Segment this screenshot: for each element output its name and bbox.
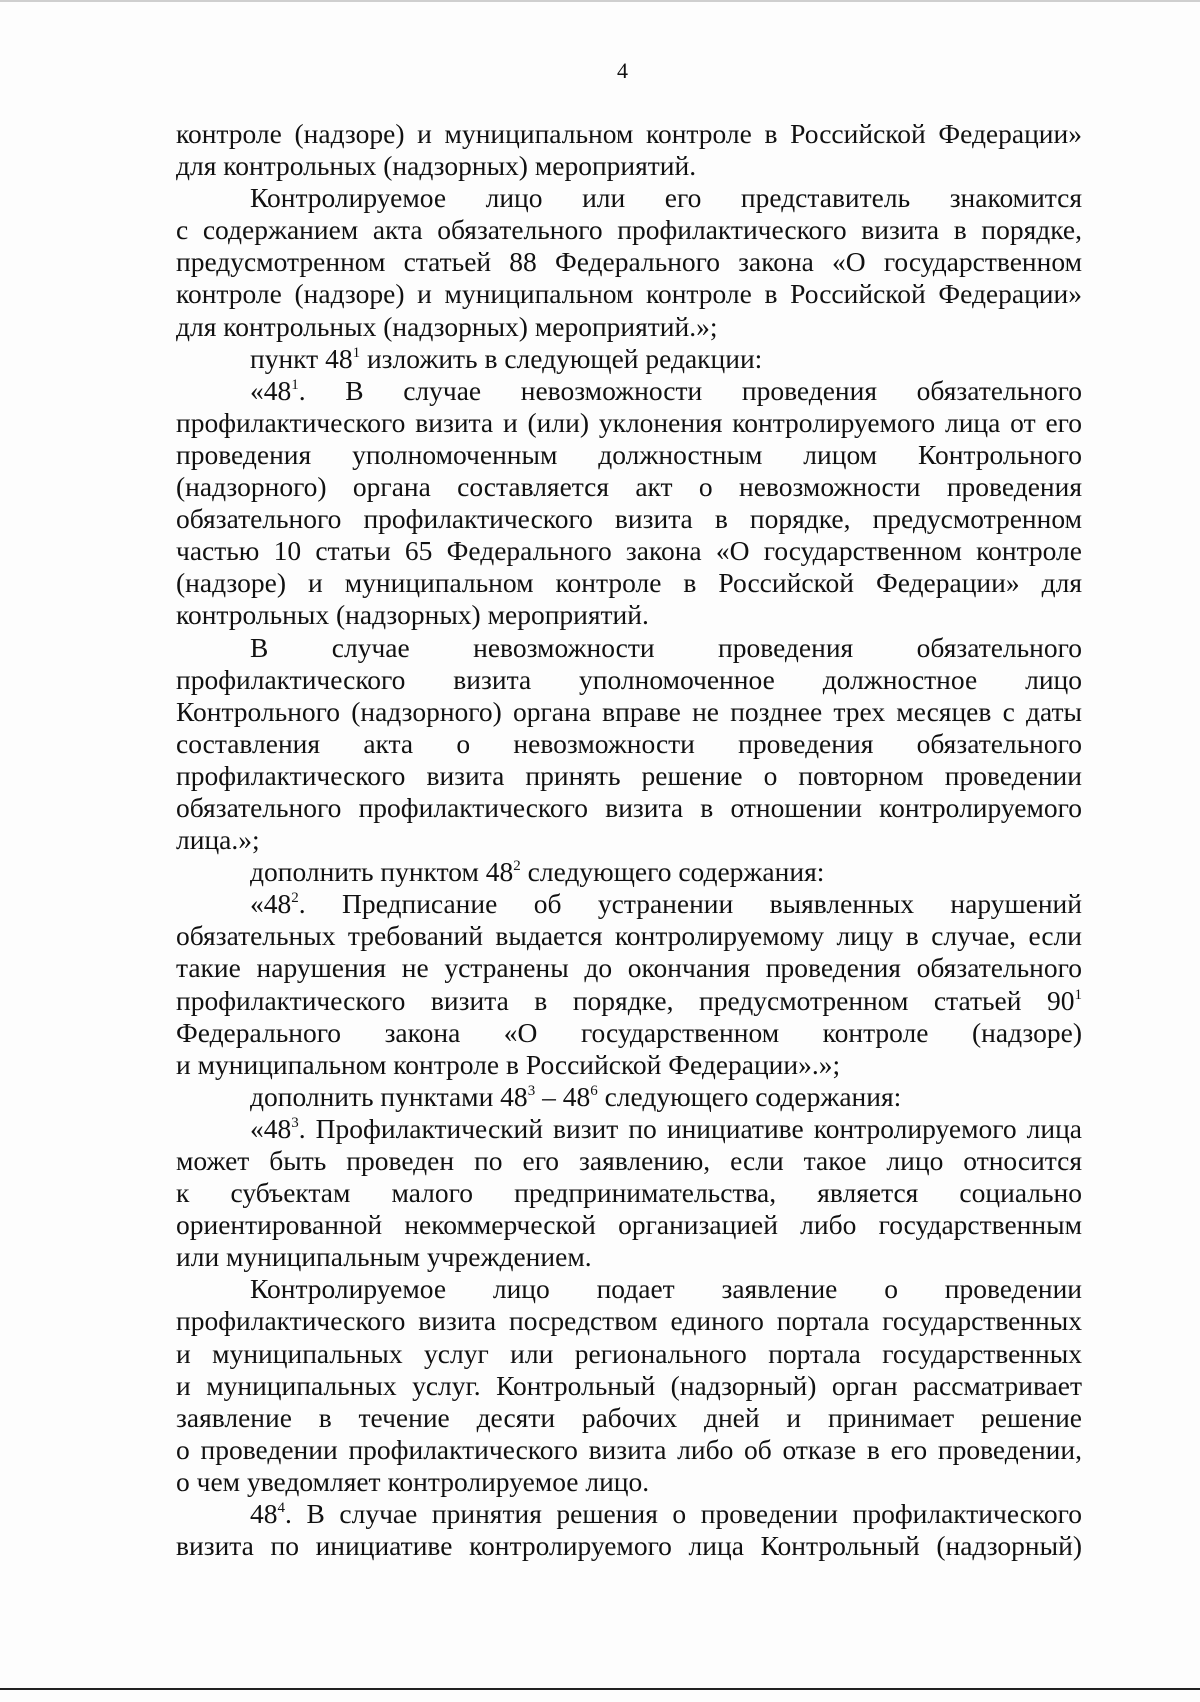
text-run: и муниципальном контроле в Российской Федерации».»; bbox=[176, 1048, 841, 1080]
text-line bbox=[176, 343, 1082, 375]
superscript: 2 bbox=[513, 858, 521, 875]
text-line bbox=[176, 1402, 1082, 1434]
text-line bbox=[176, 278, 1082, 310]
text-line bbox=[176, 1305, 1082, 1337]
superscript: 3 bbox=[527, 1082, 536, 1099]
text-run: заявление в течение десяти рабочих дней и принимает решение bbox=[176, 1401, 1082, 1433]
text-run: о чем уведомляет контролируемое лицо. bbox=[176, 1465, 650, 1497]
text-run: . Предписание об устранении выявленных нарушений bbox=[298, 888, 1082, 920]
text-line bbox=[176, 1434, 1082, 1466]
text-line bbox=[176, 1466, 1082, 1498]
superscript: 1 bbox=[291, 376, 299, 393]
text-run: проведения уполномоченным должностным лицом Контрольного bbox=[176, 438, 1082, 470]
text-line bbox=[176, 696, 1082, 728]
text-line bbox=[176, 1177, 1082, 1209]
text-run: профилактического визита посредством единого портала государственных bbox=[176, 1305, 1082, 1337]
text-line bbox=[176, 1145, 1082, 1177]
text-line bbox=[176, 407, 1082, 439]
text-run: с содержанием акта обязательного профилактического визита в порядке, bbox=[176, 214, 1082, 246]
text-run: для контрольных (надзорных) мероприятий.»; bbox=[176, 310, 718, 342]
text-line bbox=[176, 728, 1082, 760]
text-line bbox=[176, 471, 1082, 503]
text-line bbox=[176, 503, 1082, 535]
text-line bbox=[176, 920, 1082, 952]
text-run: Контролируемое лицо подает заявление о проведении bbox=[250, 1273, 1082, 1305]
text-run: ориентированной некоммерческой организацией либо государственным bbox=[176, 1209, 1082, 1241]
superscript: 6 bbox=[590, 1082, 598, 1099]
text-line bbox=[176, 1370, 1082, 1402]
text-run: (надзорного) органа составляется акт о невозможности проведения bbox=[176, 471, 1082, 503]
text-run: и муниципальных услуг. Контрольный (надзорный) орган рассматривает bbox=[176, 1369, 1082, 1401]
text-line bbox=[176, 888, 1082, 920]
scan-edge-top bbox=[0, 0, 1200, 2]
text-run: к субъектам малого предпринимательства, является социально bbox=[176, 1177, 1082, 1209]
text-run: профилактического визита уполномоченное должностное лицо bbox=[176, 663, 1082, 695]
document-body bbox=[176, 118, 1082, 1562]
text-run: профилактического визита и (или) уклонения контролируемого лица от его bbox=[176, 406, 1082, 438]
text-run: обязательного профилактического визита в порядке, предусмотренном bbox=[176, 503, 1082, 535]
text-run: частью 10 статьи 65 Федерального закона «О государственном контроле bbox=[176, 535, 1082, 567]
text-run: дополнить пунктом 48 bbox=[250, 856, 514, 888]
text-run: «48 bbox=[250, 1112, 292, 1144]
text-line bbox=[176, 214, 1082, 246]
text-run: обязательного профилактического визита в отношении контролируемого bbox=[176, 791, 1082, 823]
text-line bbox=[176, 1081, 1082, 1113]
text-line bbox=[176, 952, 1082, 984]
text-line bbox=[176, 1241, 1082, 1273]
scan-edge-bottom bbox=[0, 1688, 1200, 1690]
text-line bbox=[176, 1049, 1082, 1081]
text-run: и муниципальных услуг или регионального портала государственных bbox=[176, 1337, 1082, 1369]
superscript: 3 bbox=[291, 1114, 299, 1131]
text-run: 48 bbox=[250, 1498, 278, 1530]
text-run: дополнить пунктами 48 bbox=[250, 1080, 528, 1112]
text-run: профилактического визита принять решение о повторном проведении bbox=[176, 759, 1082, 791]
text-line bbox=[176, 535, 1082, 567]
text-line bbox=[176, 1113, 1082, 1145]
text-run: «48 bbox=[250, 888, 292, 920]
text-run: контроле (надзоре) и муниципальном контроле в Российской Федерации» bbox=[176, 278, 1082, 310]
text-run: – 48 bbox=[535, 1080, 591, 1112]
text-line bbox=[176, 118, 1082, 150]
text-run: «48 bbox=[250, 374, 292, 406]
text-line bbox=[176, 1017, 1082, 1049]
text-run: Контрольного (надзорного) органа вправе не позднее трех месяцев с даты bbox=[176, 695, 1082, 727]
text-line bbox=[176, 375, 1082, 407]
text-run: или муниципальным учреждением. bbox=[176, 1241, 592, 1273]
text-line bbox=[176, 792, 1082, 824]
text-line bbox=[176, 246, 1082, 278]
text-line bbox=[176, 760, 1082, 792]
text-run: следующего содержания: bbox=[597, 1080, 902, 1112]
text-line bbox=[176, 824, 1082, 856]
text-line bbox=[176, 599, 1082, 631]
text-line bbox=[176, 1530, 1082, 1562]
text-run: о проведении профилактического визита либо об отказе в его проведении, bbox=[176, 1433, 1082, 1465]
text-run: может быть проведен по его заявлению, если такое лицо относится bbox=[176, 1145, 1082, 1176]
text-run: В случае невозможности проведения обязательного bbox=[250, 631, 1082, 663]
text-line bbox=[176, 150, 1082, 182]
text-line bbox=[176, 632, 1082, 664]
text-run: обязательных требований выдается контролируемому лицу в случае, если bbox=[176, 920, 1082, 952]
text-run: контрольных (надзорных) мероприятий. bbox=[176, 599, 649, 631]
text-run: (надзоре) и муниципальном контроле в Российской Федерации» для bbox=[176, 567, 1082, 599]
text-line bbox=[176, 664, 1082, 696]
text-run: лица.»; bbox=[176, 824, 260, 856]
text-line bbox=[176, 856, 1082, 888]
superscript: 4 bbox=[277, 1500, 285, 1517]
text-run: Федерального закона «О государственном контроле (надзоре) bbox=[176, 1016, 1082, 1048]
text-run: визита по инициативе контролируемого лица Контрольный (надзорный) bbox=[176, 1530, 1082, 1562]
text-run: . Профилактический визит по инициативе контролируемого лица bbox=[298, 1112, 1082, 1144]
text-run: составления акта о невозможности проведения обязательного bbox=[176, 727, 1082, 759]
superscript: 1 bbox=[352, 344, 361, 361]
text-line bbox=[176, 439, 1082, 471]
superscript: 1 bbox=[1074, 986, 1082, 1003]
text-line bbox=[176, 1338, 1082, 1370]
text-run: Контролируемое лицо или его представитель знакомится bbox=[250, 182, 1082, 214]
text-run: пункт 48 bbox=[250, 342, 353, 374]
text-line bbox=[176, 182, 1082, 214]
text-run: такие нарушения не устранены до окончания проведения обязательного bbox=[176, 952, 1082, 984]
text-line bbox=[176, 985, 1082, 1017]
text-run: профилактического визита в порядке, предусмотренном статьей 90 bbox=[176, 984, 1075, 1016]
superscript: 2 bbox=[291, 890, 299, 907]
text-run: контроле (надзоре) и муниципальном контроле в Российской Федерации» bbox=[176, 118, 1082, 149]
text-line bbox=[176, 1273, 1082, 1305]
text-run: изложить в следующей редакции: bbox=[360, 342, 763, 374]
page-number: 4 bbox=[617, 58, 628, 83]
text-run: для контрольных (надзорных) мероприятий. bbox=[176, 150, 697, 182]
text-run: . В случае принятия решения о проведении профилактического bbox=[285, 1498, 1082, 1530]
text-line bbox=[176, 1498, 1082, 1530]
text-run: . В случае невозможности проведения обязательного bbox=[298, 374, 1082, 406]
text-line bbox=[176, 311, 1082, 343]
text-run: следующего содержания: bbox=[520, 856, 825, 888]
text-run: предусмотренном статьей 88 Федерального закона «О государственном bbox=[176, 246, 1082, 278]
text-line bbox=[176, 1209, 1082, 1241]
text-line bbox=[176, 567, 1082, 599]
